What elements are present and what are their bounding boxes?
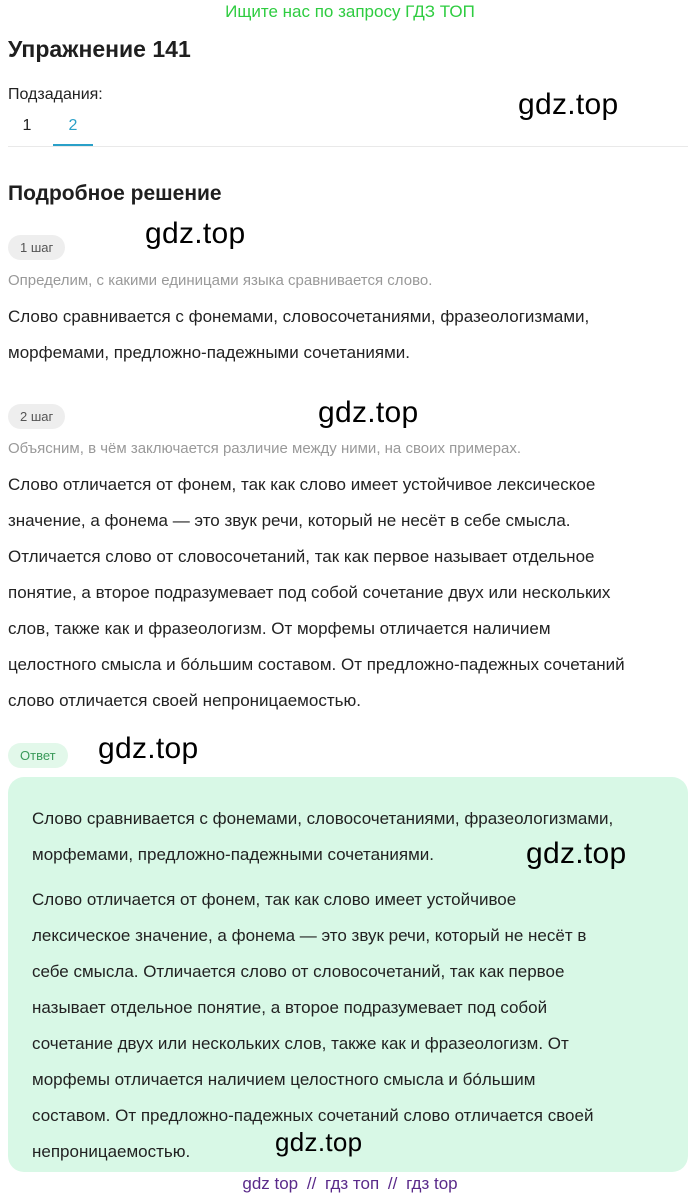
text-line: себе смысла. Отличается слово от словосочетаний, так как первое [32,962,565,981]
step-hint: Объясним, в чём заключается различие между ними, на своих примерах. [8,440,521,457]
text-line: целостного смысла и бо́льшим составом. От предложно-падежных сочетаний [8,655,625,674]
text-line: слово отличается своей непроницаемостью. [8,691,361,710]
divider [8,146,688,147]
footer-separator: // [306,1174,317,1193]
subtask-tab-2[interactable] [53,116,93,146]
text-line: Слово отличается от фонем, так как слово имеет устойчивое лексическое [8,475,596,494]
footer-link[interactable]: gdz top [242,1174,299,1193]
text-line: непроницаемостью. [32,1142,191,1161]
watermark: gdz.top [145,217,246,250]
text-line: лексическое значение, а фонема — это звук речи, который не несёт в [32,926,587,945]
step-badge: 1 шаг [8,235,65,260]
subtask-tab-label: 1 [22,117,32,134]
text-line: составом. От предложно-падежных сочетаний слово отличается своей [32,1106,594,1125]
step-badge: 2 шаг [8,404,65,429]
step-text [8,467,678,719]
footer-separator: // [387,1174,398,1193]
watermark: gdz.top [318,396,419,429]
text-line: Отличается слово от словосочетаний, так как первое называет отдельное [8,547,595,566]
text-line: сочетание двух или нескольких слов, также как и фразеологизм. От [32,1034,569,1053]
solution-heading: Подробное решение [8,182,222,205]
watermark: gdz.top [275,1127,363,1157]
text-line: Слово сравнивается с фонемами, словосочетаниями, фразеологизмами, [32,809,614,828]
text-line: называет отдельное понятие, а второе подразумевает под собой [32,998,548,1017]
subtask-tab-label: 2 [68,117,78,134]
watermark: gdz.top [518,88,619,121]
answer-badge: Ответ [8,743,68,768]
footer-link[interactable]: гдз top [406,1174,458,1193]
subtask-tab-1[interactable] [7,116,47,146]
text-line: морфемы отличается наличием целостного смысла и бо́льшим [32,1070,536,1089]
text-line: понятие, а второе подразумевает под собой сочетание двух или нескольких [8,583,611,602]
footer-link[interactable]: гдз топ [325,1174,380,1193]
step-text [8,299,678,371]
page-title: Упражнение 141 [8,36,191,62]
text-line: значение, а фонема — это звук речи, который не несёт в себе смысла. [8,511,571,530]
text-line: Слово отличается от фонем, так как слово имеет устойчивое [32,890,517,909]
subtasks-label: Подзадания: [8,86,103,103]
text-line: Слово сравнивается с фонемами, словосочетаниями, фразеологизмами, [8,307,590,326]
text-line: слов, также как и фразеологизм. От морфемы отличается наличием [8,619,551,638]
text-line: морфемами, предложно-падежными сочетаниями. [8,343,411,362]
watermark: gdz.top [98,732,199,765]
promo-banner[interactable]: Ищите нас по запросу ГДЗ ТОП [225,2,475,21]
text-line: морфемами, предложно-падежными сочетаниями. [32,845,435,864]
footer-links [0,1174,700,1194]
watermark: gdz.top [526,837,627,870]
step-hint: Определим, с какими единицами языка сравнивается слово. [8,272,433,289]
